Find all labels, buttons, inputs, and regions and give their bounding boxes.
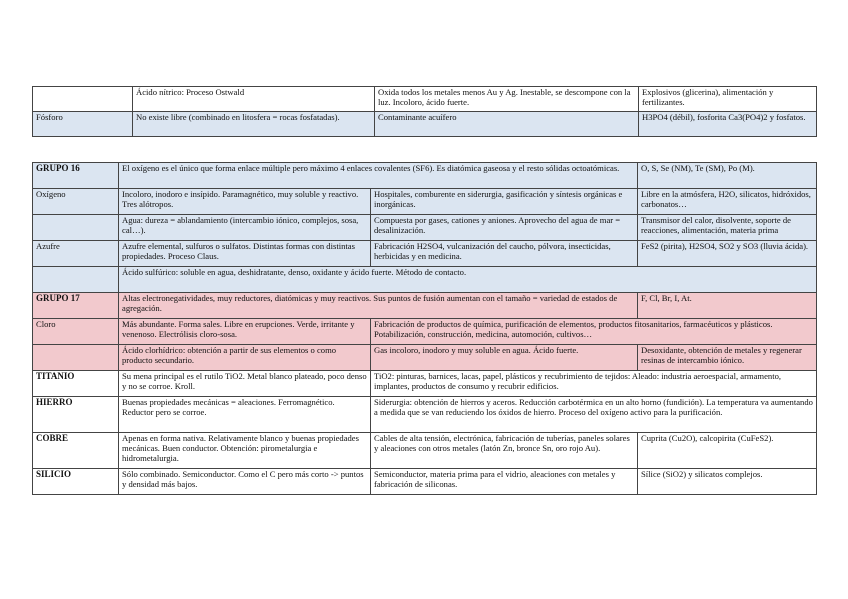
group-16-description: El oxígeno es el único que forma enlace múltiple pero máximo 4 enlaces covalentes (SF6). Es diatómica gaseosa y el resto sólidas octoatómicas.	[119, 163, 638, 189]
water-composition: Compuesta por gases, cationes y aniones. Aprovecho del agua de mar = desalinización.	[371, 215, 638, 241]
copper-uses: Cables de alta tensión, electrónica, fabricación de tuberías, paneles solares y aleaciones con otros metales (latón Zn, bronce Sn, oro rojo Au).	[371, 433, 638, 469]
group-17-elements: F, Cl, Br, I, At.	[638, 293, 817, 319]
water-properties: Agua: dureza = ablandamiento (intercambio iónico, complejos, sosa, cal…).	[119, 215, 371, 241]
property-cell: Oxida todos los metales menos Au y Ag. Inestable, se descompone con la luz. Incoloro, ácido fuerte.	[375, 87, 639, 112]
chlorine-properties: Más abundante. Forma sales. Libre en erupciones. Verde, irritante y venenoso. Electrólisis cloro-sosa.	[119, 319, 371, 345]
group-16-label: GRUPO 16	[33, 163, 119, 189]
titanium-properties: Su mena principal es el rutilo TiO2. Metal blanco plateado, poco denso y no se corroe. Kroll.	[119, 371, 371, 397]
table-row	[33, 87, 817, 112]
silicon-uses: Semiconductor, materia prima para el vidrio, aleaciones con metales y fabricación de siliconas.	[371, 469, 638, 495]
oxygen-row	[33, 189, 817, 215]
chlorine-label: Cloro	[33, 319, 119, 345]
hydrochloric-acid-row	[33, 345, 817, 371]
silicon-label: SILICIO	[33, 469, 119, 495]
copper-properties: Apenas en forma nativa. Relativamente blanco y buenas propiedades mecánicas. Buen conductor. Obtención: pirometalurgia e hidrometalurgia.	[119, 433, 371, 469]
empty-label	[33, 215, 119, 241]
oxygen-sources: Libre en la atmósfera, H2O, silicatos, hidróxidos, carbonatos…	[638, 189, 817, 215]
titanium-uses: TiO2: pinturas, barnices, lacas, papel, plásticos y recubrimiento de tejidos: Aleado: industria aeroespacial, armamento, implantes, productos de consumo y recubrir edificios.	[371, 371, 817, 397]
oxygen-uses: Hospitales, comburente en siderurgia, gasificación y síntesis orgánicas e inorgánicas.	[371, 189, 638, 215]
empty-label	[33, 267, 119, 293]
sulfur-row	[33, 241, 817, 267]
elements-table	[32, 162, 817, 495]
copper-row	[33, 433, 817, 469]
use-cell: H3PO4 (débil), fosforita Ca3(PO4)2 y fosfatos.	[639, 112, 817, 137]
water-row	[33, 215, 817, 241]
group-17-description: Altas electronegatividades, muy reductores, diatómicas y muy reactivos. Sus puntos de fusión aumentan con el tamaño = variedad de estados de agregación.	[119, 293, 638, 319]
copper-sources: Cuprita (Cu2O), calcopirita (CuFeS2).	[638, 433, 817, 469]
silicon-sources: Sílice (SiO2) y silicatos complejos.	[638, 469, 817, 495]
iron-label: HIERRO	[33, 397, 119, 433]
sulfuric-acid-text: Ácido sulfúrico: soluble en agua, deshidratante, denso, oxidante y ácido fuerte. Método de contacto.	[119, 267, 817, 293]
hydrochloric-description: Gas incoloro, inodoro y muy soluble en agua. Ácido fuerte.	[371, 345, 638, 371]
sulfuric-acid-row	[33, 267, 817, 293]
compound-cell: No existe libre (combinado en litosfera = rocas fosfatadas).	[133, 112, 375, 137]
iron-row	[33, 397, 817, 433]
hydrochloric-properties: Ácido clorhídrico: obtención a partir de sus elementos o como producto secundario.	[119, 345, 371, 371]
iron-uses: Siderurgia: obtención de hierros y aceros. Reducción carbotérmica en un alto horno (fundición). La temperatura va aumentando a medida que se van reduciendo los óxidos de hierro. Proceso del oxígeno activo para la purificación.	[371, 397, 817, 433]
empty-label	[33, 345, 119, 371]
oxygen-properties: Incoloro, inodoro e insípido. Paramagnético, muy soluble y reactivo. Tres alótropos.	[119, 189, 371, 215]
water-uses: Transmisor del calor, disolvente, soporte de reacciones, alimentación, materia prima	[638, 215, 817, 241]
group-16-elements: O, S, Se (NM), Te (SM), Po (M).	[638, 163, 817, 189]
hydrochloric-uses: Desoxidante, obtención de metales y regenerar resinas de intercambio iónico.	[638, 345, 817, 371]
row-label: Fósforo	[33, 112, 133, 137]
iron-properties: Buenas propiedades mecánicas = aleaciones. Ferromagnético. Reductor pero se corroe.	[119, 397, 371, 433]
silicon-row	[33, 469, 817, 495]
chlorine-row	[33, 319, 817, 345]
row-label	[33, 87, 133, 112]
titanium-label: TITANIO	[33, 371, 119, 397]
property-cell: Contaminante acuífero	[375, 112, 639, 137]
copper-label: COBRE	[33, 433, 119, 469]
titanium-row	[33, 371, 817, 397]
chlorine-uses: Fabricación de productos de química, purificación de elementos, productos fitosanitarios, farmacéuticos y plásticos. Potabilización, construcción, medicina, automoción, cultivos…	[371, 319, 817, 345]
oxygen-label: Oxígeno	[33, 189, 119, 215]
silicon-properties: Sólo combinado. Semiconductor. Como el C pero más corto -> puntos y densidad más bajos.	[119, 469, 371, 495]
phosphorus-table	[32, 86, 817, 137]
compound-cell: Ácido nítrico: Proceso Ostwald	[133, 87, 375, 112]
sulfur-sources: FeS2 (pirita), H2SO4, SO2 y SO3 (lluvia ácida).	[638, 241, 817, 267]
group-17-row	[33, 293, 817, 319]
sulfur-uses: Fabricación H2SO4, vulcanización del caucho, pólvora, insecticidas, herbicidas y en medicina.	[371, 241, 638, 267]
sulfur-label: Azufre	[33, 241, 119, 267]
group-17-label: GRUPO 17	[33, 293, 119, 319]
group-16-row	[33, 163, 817, 189]
use-cell: Explosivos (glicerina), alimentación y fertilizantes.	[639, 87, 817, 112]
sulfur-properties: Azufre elemental, sulfuros o sulfatos. Distintas formas con distintas propiedades. Proceso Claus.	[119, 241, 371, 267]
table-row	[33, 112, 817, 137]
